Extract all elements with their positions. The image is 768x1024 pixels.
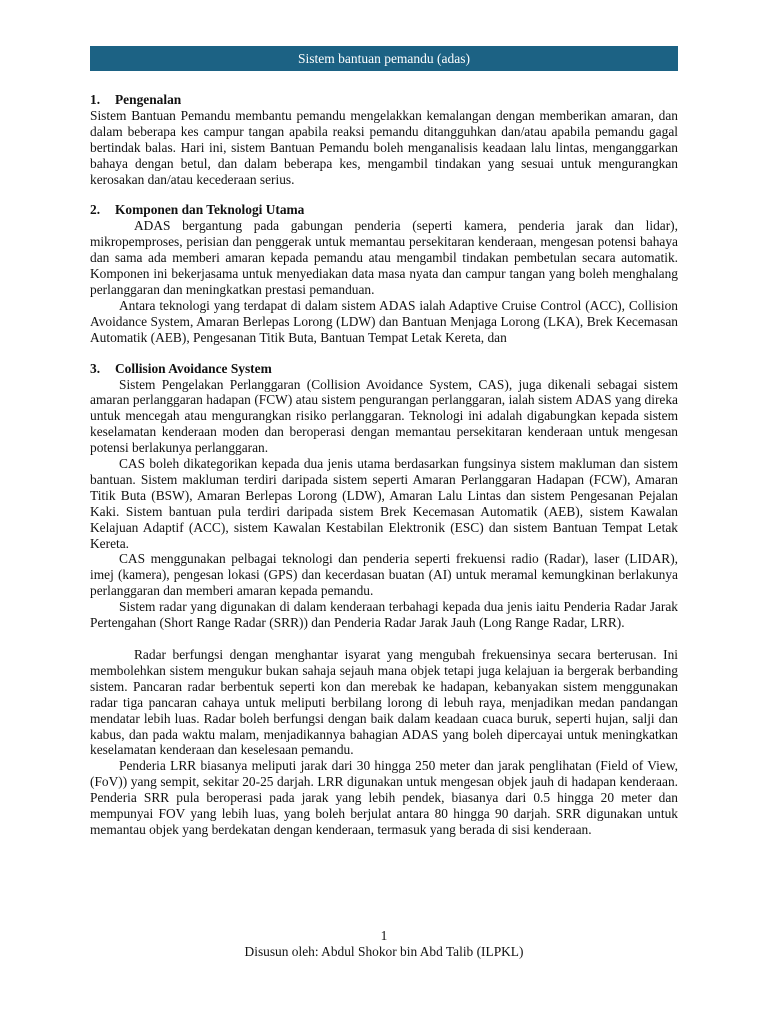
- section-heading: [90, 202, 678, 218]
- section-title: Komponen dan Teknologi Utama: [115, 202, 305, 218]
- document-title: Sistem bantuan pemandu (adas): [297, 50, 471, 66]
- paragraph-gap: [90, 631, 678, 647]
- section-heading: [90, 92, 678, 108]
- header-bar: [90, 46, 678, 71]
- section-number: 1.: [90, 92, 101, 107]
- paragraph: Sistem Pengelakan Perlanggaran (Collision Avoidance System, CAS), juga dikenali sebagai sistem amaran perlanggaran hadapan (FCW) atau sistem pengurangan perlanggaran, ialah sistem ADAS yang direka untuk mencegah atau mengurangkan risiko perlanggaran. Teknologi ini adalah digabungkan kepada sistem keselamatan kenderaan moden dan beroperasi dengan memantau persekitaran kenderaan untuk mengesan potensi berlakunya perlanggaran.: [90, 376, 678, 456]
- section-komponen: [90, 202, 678, 345]
- section-heading: [90, 361, 678, 377]
- section-title: Pengenalan: [115, 92, 182, 107]
- paragraph: CAS boleh dikategorikan kepada dua jenis utama berdasarkan fungsinya sistem makluman dan sistem bantuan. Sistem makluman terdiri daripada sistem seperti Amaran Perlanggaran Hadapan (FCW), Amaran Titik Buta (BSW), Amaran Berlepas Lorong (LDW), Amaran Lalu Lintas dan sistem Pengesanan Pejalan Kaki. Sistem bantuan pula terdiri daripada sistem Brek Kecemasan Automatik (AEB), sistem Kawalan Kelajuan Adaptif (ACC), sistem Kawalan Kestabilan Elektronik (ESC) dan sistem Bantuan Tempat Letak Kereta.: [90, 456, 678, 551]
- paragraph: Radar berfungsi dengan menghantar isyarat yang mengubah frekuensinya secara berterusan. Ini membolehkan sistem mengukur bukan sahaja sejauh mana objek tetapi juga kelajuan ia bergerak berbanding sistem. Pancaran radar berbentuk seperti kon dan merebak ke hadapan, kebanyakan sistem menggunakan radar tiga pancaran cahaya untuk meliputi berbilang lorong di lebuh raya, menjadikan medan pandangan mendatar lebih luas. Radar boleh berfungsi dengan baik dalam keadaan cuaca buruk, seperti hujan, salji dan kabus, dan pada waktu malam, menjadikannya bahagian ADAS yang boleh dipercayai untuk meningkatkan keselamatan kenderaan dan keselesaan pemandu.: [90, 647, 678, 758]
- page-number: 1: [380, 928, 388, 943]
- section-number: 2.: [90, 202, 101, 218]
- paragraph: Sistem radar yang digunakan di dalam kenderaan terbahagi kepada dua jenis iaitu Penderia Radar Jarak Pertengahan (Short Range Radar (SRR)) dan Penderia Radar Jarak Jauh (Long Range Radar, LRR).: [90, 599, 678, 631]
- paragraph: ADAS bergantung pada gabungan penderia (seperti kamera, penderia jarak dan lidar), mikropemproses, perisian dan penggerak untuk memantau persekitaran kenderaan, mengesan potensi bahaya dan sama ada memberi amaran kepada pemandu atau mengambil tindakan pembetulan secara automatik. Komponen ini bekerjasama untuk menyediakan data masa nyata dan campur tangan yang boleh menghalang perlanggaran dan meningkatkan prestasi pemanduan.: [90, 218, 678, 297]
- document-body: [90, 92, 678, 853]
- paragraph: Antara teknologi yang terdapat di dalam sistem ADAS ialah Adaptive Cruise Control (ACC), Collision Avoidance System, Amaran Berlepas Lorong (LDW) dan Bantuan Menjaga Lorong (LKA), Brek Kecemasan Automatik (AEB), Pengesanan Titik Buta, Bantuan Tempat Letak Kereta, dan: [90, 297, 678, 345]
- paragraph: CAS menggunakan pelbagai teknologi dan penderia seperti frekuensi radio (Radar), laser (LIDAR), imej (kamera), pengesan lokasi (GPS) dan kecerdasan buatan (AI) untuk meramal kemungkinan berlakunya perlanggaran dan memberi amaran kepada pemandu.: [90, 551, 678, 599]
- paragraph: Sistem Bantuan Pemandu membantu pemandu mengelakkan kemalangan dengan memberikan amaran, dan dalam beberapa kes campur tangan apabila reaksi pemandu ditangguhkan dan/atau apabila pemandu gagal bertindak balas. Hari ini, sistem Bantuan Pemandu boleh menganalisis keadaan lalu lintas, menganggarkan bahaya dengan betul, dan dalam beberapa kes, mengambil tindakan yang sesuai untuk mengurangkan kerosakan dan/atau kecederaan serius.: [90, 107, 678, 187]
- author-credit: Disusun oleh: Abdul Shokor bin Abd Talib (ILPKL): [244, 944, 524, 959]
- section-collision-avoidance: [90, 361, 678, 838]
- page-footer: [0, 928, 768, 960]
- paragraph: Penderia LRR biasanya meliputi jarak dari 30 hingga 250 meter dan jarak penglihatan (Field of View, (FoV)) yang sempit, sekitar 20-25 darjah. LRR digunakan untuk mengesan objek jauh di hadapan kenderaan. Penderia SRR pula beroperasi pada jarak yang lebih pendek, biasanya dari 0.5 hingga 20 meter dan mempunyai FOV yang lebih luas, yang boleh berjulat antara 80 hingga 90 darjah. SRR digunakan untuk memantau objek yang berdekatan dengan kenderaan, termasuk yang berada di sisi kenderaan.: [90, 758, 678, 837]
- section-title: Collision Avoidance System: [115, 360, 272, 376]
- section-number: 3.: [90, 360, 101, 376]
- section-pengenalan: [90, 92, 678, 187]
